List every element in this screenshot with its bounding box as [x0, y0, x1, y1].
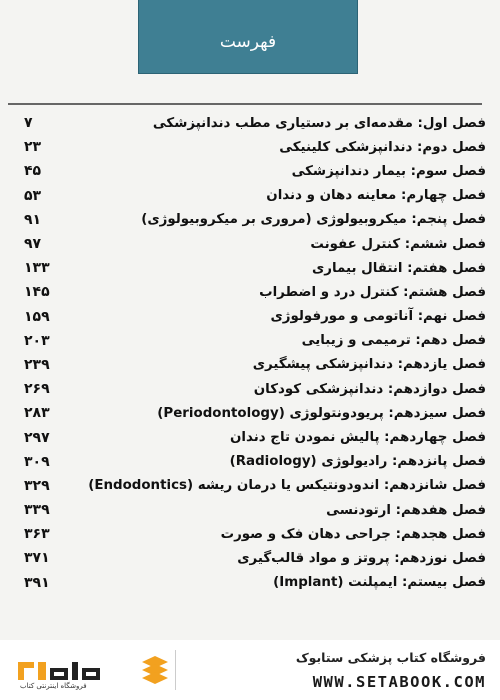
toc-entry-label: فصل چهاردهم: پالیش نمودن تاج دندان [229, 430, 486, 446]
toc-row[interactable] [24, 522, 486, 546]
toc-row[interactable] [24, 425, 486, 449]
toc-page-number: ۳۹۱ [24, 574, 50, 591]
toc-entry-label: فصل پانزدهم: رادیولوژی (Radiology) [229, 454, 486, 470]
toc-page-number: ۲۰۳ [24, 332, 50, 349]
toc-page-number: ۱۵۹ [24, 308, 50, 325]
toc-page-number: ۹۱ [24, 211, 42, 228]
toc-entry-label: فصل شانزدهم: اندودونتیکس یا درمان ریشه (Endodontics) [88, 478, 486, 494]
toc-entry-label: فصل دوم: دندانپزشکی کلینیکی [279, 139, 486, 155]
toc-entry-label: فصل ششم: کنترل عفونت [310, 236, 486, 252]
toc-entry-label: فصل هفتم: انتقال بیماری [312, 260, 486, 276]
toc-entry-label: فصل بیستم: ایمپلنت (Implant) [273, 575, 486, 591]
toc-page-number: ۳۶۳ [24, 526, 50, 543]
toc-page-number: ۱۳۳ [24, 260, 50, 277]
toc-page-number: ۴۵ [24, 163, 42, 180]
toc-row[interactable] [24, 474, 486, 498]
toc-row[interactable] [24, 232, 486, 256]
toc-page-number: ۳۳۹ [24, 502, 50, 519]
toc-page-number: ۲۳۹ [24, 356, 50, 373]
toc-entry-label: فصل پنجم: میکروبیولوژی (مروری بر میکروبیولوژی) [141, 212, 486, 228]
toc-row[interactable] [24, 208, 486, 232]
title-divider [8, 103, 482, 105]
toc-entry-label: فصل چهارم: معاینه دهان و دندان [266, 188, 486, 204]
toc-row[interactable] [24, 184, 486, 208]
toc-entry-label: فصل سیزدهم: پریودونتولوژی (Periodontology) [157, 405, 486, 421]
toc-row[interactable] [24, 111, 486, 135]
toc-row[interactable] [24, 305, 486, 329]
toc-entry-label: فصل دوازدهم: دندانپزشکی کودکان [253, 381, 486, 397]
toc-row[interactable] [24, 353, 486, 377]
toc-page-number: ۲۹۷ [24, 429, 50, 446]
toc-page-number: ۷ [24, 115, 33, 132]
footer-divider [175, 650, 176, 690]
table-of-contents [24, 111, 486, 595]
toc-row[interactable] [24, 571, 486, 595]
toc-page-number: ۲۳ [24, 139, 42, 156]
toc-row[interactable] [24, 498, 486, 522]
shop-name: فروشگاه کتاب پزشکی ستابوک [295, 650, 486, 665]
toc-entry-label: فصل هفدهم: ارتودنسی [326, 502, 486, 518]
logo-caption: فروشگاه اینترنتی کتاب [20, 682, 87, 690]
toc-entry-label: فصل هجدهم: جراحی دهان فک و صورت [220, 526, 486, 542]
toc-row[interactable] [24, 450, 486, 474]
title-box [138, 0, 358, 74]
toc-page-number: ۱۴۵ [24, 284, 50, 301]
toc-entry-label: فصل یازدهم: دندانپزشکی پیشگیری [252, 357, 486, 373]
toc-page-number: ۲۶۹ [24, 381, 50, 398]
toc-page-number: ۲۸۳ [24, 405, 50, 422]
toc-row[interactable] [24, 401, 486, 425]
toc-entry-label: فصل دهم: ترمیمی و زیبایی [301, 333, 486, 349]
book-stack-icon [140, 654, 170, 688]
toc-page-number: ۳۷۱ [24, 550, 50, 567]
toc-entry-label: فصل هشتم: کنترل درد و اضطراب [259, 284, 486, 300]
toc-entry-label: فصل نوزدهم: پروتز و مواد قالب‌گیری [237, 550, 486, 566]
toc-row[interactable] [24, 159, 486, 183]
shop-url[interactable]: WWW.SETABOOK.COM [312, 673, 486, 691]
toc-row[interactable] [24, 280, 486, 304]
toc-row[interactable] [24, 135, 486, 159]
toc-row[interactable] [24, 546, 486, 570]
page-title: فهرست [219, 32, 277, 52]
toc-page-number: ۹۷ [24, 236, 42, 253]
toc-page-number: ۵۳ [24, 187, 42, 204]
toc-page-number: ۳۲۹ [24, 477, 50, 494]
footer-banner [0, 640, 500, 700]
toc-entry-label: فصل نهم: آناتومی و مورفولوژی [270, 309, 486, 325]
toc-entry-label: فصل سوم: بیمار دندانپزشکی [291, 163, 486, 179]
toc-row[interactable] [24, 256, 486, 280]
toc-row[interactable] [24, 329, 486, 353]
toc-page-number: ۳۰۹ [24, 453, 50, 470]
toc-row[interactable] [24, 377, 486, 401]
toc-entry-label: فصل اول: مقدمه‌ای بر دستیاری مطب دندانپزشکی [152, 115, 486, 131]
